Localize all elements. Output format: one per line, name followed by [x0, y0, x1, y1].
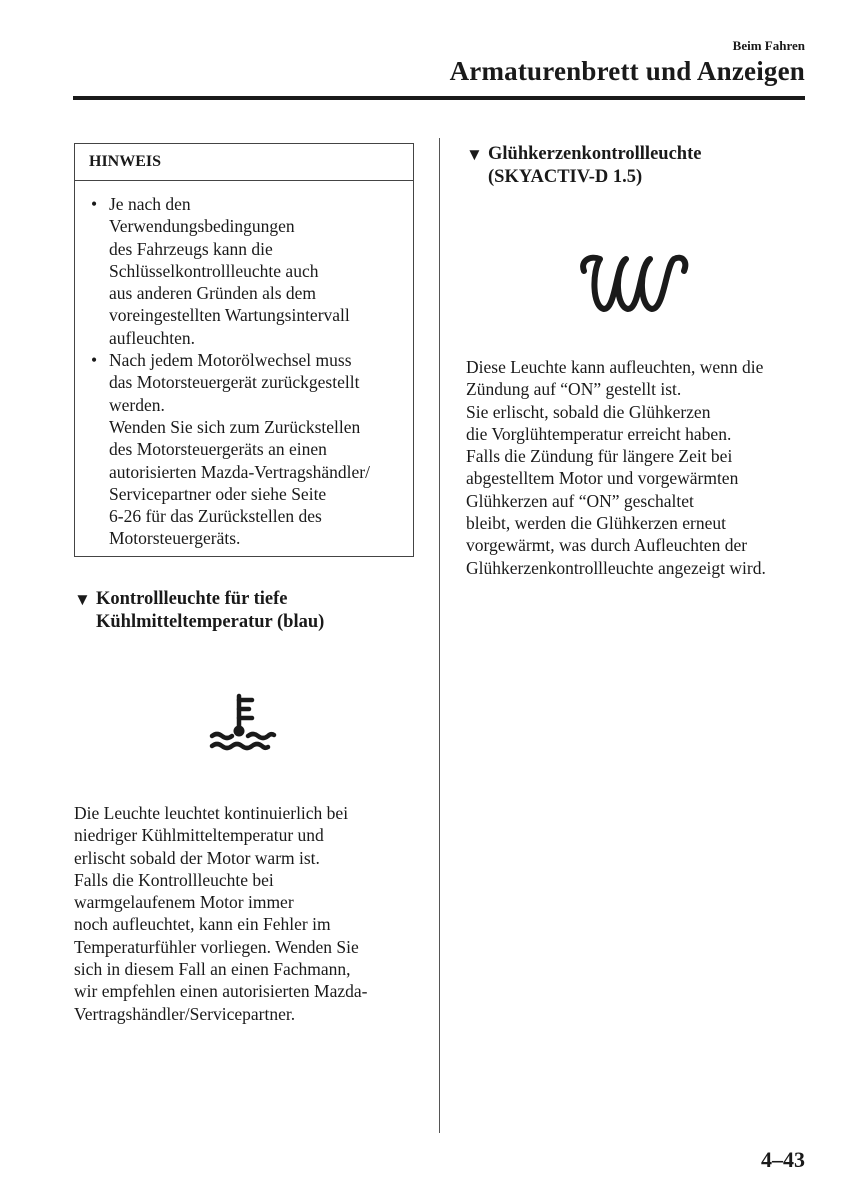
section-heading-glow-plug — [466, 143, 701, 189]
body-line: noch aufleuchtet, kann ein Fehler im — [74, 914, 331, 935]
note-line: Nach jedem Motorölwechsel muss — [109, 350, 352, 371]
body-line: sich in diesem Fall an einen Fachmann, — [74, 959, 351, 980]
note-box — [74, 143, 414, 557]
note-line: Je nach den — [109, 194, 191, 214]
body-line: wir empfehlen einen autorisierten Mazda- — [74, 981, 368, 1002]
heading-line: Kühlmitteltemperatur (blau) — [96, 612, 325, 632]
triangle-marker-icon: ▼ — [466, 145, 483, 164]
page-number: 4–43 — [761, 1147, 805, 1172]
bullet: • — [91, 350, 98, 371]
body-line: warmgelaufenem Motor immer — [74, 892, 294, 913]
low-temp-body-text — [74, 802, 367, 1025]
note-line: Wenden Sie sich zum Zurückstellen — [109, 416, 361, 437]
note-line: Verwendungsbedingungen — [109, 216, 295, 237]
note-line: Servicepartner oder siehe Seite — [109, 483, 327, 504]
body-line: erlischt sobald der Motor warm ist. — [74, 847, 320, 868]
body-line: Sie erlischt, sobald die Glühkerzen — [466, 401, 711, 422]
heading-line: (SKYACTIV-D 1.5) — [488, 167, 643, 187]
note-item — [89, 193, 407, 349]
body-line: Zündung auf “ON” gestellt ist. — [466, 379, 682, 400]
body-line: Falls die Zündung für längere Zeit bei — [466, 446, 733, 467]
body-line: bleibt, werden die Glühkerzen erneut — [466, 513, 726, 534]
note-line: aufleuchten. — [109, 327, 195, 348]
glow-plug-body-text — [466, 356, 766, 579]
note-line: das Motorsteuergerät zurückgestellt — [109, 372, 360, 393]
body-line: Die Leuchte leuchtet kontinuierlich bei — [74, 803, 349, 823]
note-line: 6-26 für das Zurückstellen des — [109, 506, 322, 527]
body-line: Diese Leuchte kann aufleuchten, wenn die — [466, 357, 764, 377]
note-line: werden. — [109, 394, 165, 415]
note-title: HINWEIS — [75, 144, 413, 181]
note-line: Schlüsselkontrollleuchte auch — [109, 260, 319, 281]
note-item — [89, 349, 407, 550]
header-section-label: Beim Fahren — [732, 38, 805, 53]
note-line: des Motorsteuergeräts an einen — [109, 439, 327, 460]
note-list — [75, 181, 413, 550]
section-heading-low-temp — [74, 588, 324, 634]
body-line: Glühkerzenkontrollleuchte angezeigt wird. — [466, 557, 766, 578]
body-line: vorgewärmt, was durch Aufleuchten der — [466, 535, 748, 556]
body-line: Glühkerzen auf “ON” geschaltet — [466, 490, 694, 511]
note-line: autorisierten Mazda-Vertragshändler/ — [109, 461, 370, 482]
header-rule — [73, 96, 805, 100]
note-line: Motorsteuergeräts. — [109, 528, 241, 549]
note-line: voreingestellten Wartungsintervall — [109, 305, 350, 326]
body-line: die Vorglühtemperatur erreicht haben. — [466, 423, 732, 444]
note-line: aus anderen Gründen als dem — [109, 283, 317, 304]
note-line: des Fahrzeugs kann die — [109, 238, 273, 259]
body-line: niedriger Kühlmitteltemperatur und — [74, 825, 324, 846]
heading-line: Kontrollleuchte für tiefe — [96, 589, 288, 609]
page-title: Armaturenbrett und Anzeigen — [449, 56, 805, 86]
triangle-marker-icon: ▼ — [74, 590, 91, 609]
column-divider — [439, 138, 440, 1133]
body-line: abgestelltem Motor und vorgewärmten — [466, 468, 739, 489]
heading-line: Glühkerzenkontrollleuchte — [488, 144, 702, 164]
body-line: Vertragshändler/Servicepartner. — [74, 1003, 296, 1024]
body-line: Falls die Kontrollleuchte bei — [74, 869, 274, 890]
glow-plug-icon — [576, 251, 692, 324]
bullet: • — [91, 194, 98, 214]
body-line: Temperaturfühler vorliegen. Wenden Sie — [74, 936, 359, 957]
coolant-temperature-icon — [208, 692, 278, 757]
